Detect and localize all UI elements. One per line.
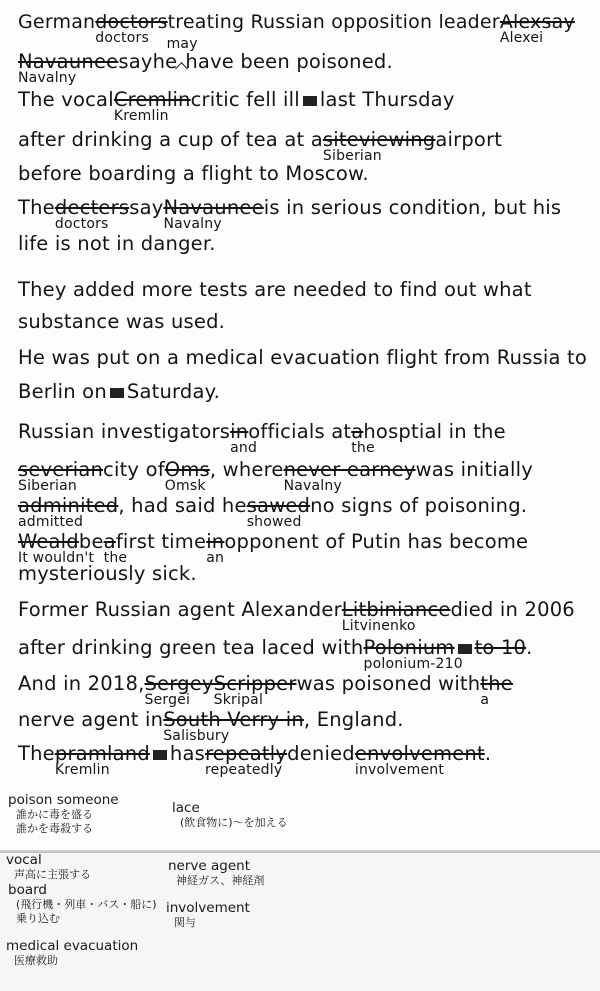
essay-text	[191, 88, 300, 112]
vocab-translation: 声高に主張する	[14, 868, 91, 881]
insertion-caret-icon	[177, 58, 185, 68]
essay-text	[363, 420, 505, 444]
struck-word	[18, 458, 104, 494]
essay-text-run: German	[18, 11, 96, 33]
essay-text	[170, 742, 205, 766]
essay-text	[18, 742, 55, 766]
vocab-entry	[168, 858, 264, 888]
essay-text	[18, 380, 107, 404]
essay-text-run: nerve agent in	[18, 708, 164, 731]
struck-word	[363, 636, 463, 672]
essay-text	[18, 562, 197, 586]
vocab-term: medical evacuation	[6, 938, 139, 954]
essay-text	[310, 494, 527, 518]
essay-text	[18, 310, 225, 334]
struck-word	[95, 10, 168, 46]
essay-text	[287, 742, 355, 766]
essay-text-run: after drinking green tea laced with	[18, 636, 364, 659]
essay-text	[320, 88, 455, 112]
vocab-term: involvement	[166, 900, 250, 916]
struck-word	[205, 742, 288, 778]
essay-line	[18, 530, 588, 566]
essay-text-run: , where	[209, 458, 284, 481]
vocab-translation: (飛行機・列車・バス・船に)	[16, 898, 157, 911]
essay-text	[185, 50, 393, 74]
essay-text-run: was initially	[415, 458, 534, 481]
vocab-translation: 関与	[174, 916, 196, 929]
struck-word	[322, 128, 436, 164]
essay-text-run: repeatly	[205, 742, 288, 765]
essay-text-run: siteviewing	[322, 128, 436, 151]
essay-text-run: The	[18, 196, 55, 219]
essay-text-run: adminited	[18, 494, 119, 517]
essay-text	[168, 10, 500, 34]
correction-note: Alexei	[499, 30, 544, 46]
essay-line	[18, 598, 588, 634]
essay-line	[18, 636, 588, 672]
essay-text-run: died in 2006	[450, 598, 575, 621]
essay-line	[18, 420, 588, 456]
essay-text	[526, 636, 532, 660]
essay-line	[18, 232, 588, 256]
essay-text-run: last Thursday	[319, 88, 455, 111]
essay-text-run: And in 2018,	[18, 672, 145, 695]
essay-text	[18, 162, 369, 186]
scribble-blot	[458, 644, 472, 654]
essay-text-run: substance was used.	[18, 310, 226, 333]
essay-text-run: in	[206, 530, 225, 553]
struck-word	[230, 420, 258, 456]
essay-text-run: .	[526, 636, 533, 659]
essay-text-run: say	[118, 50, 153, 73]
essay-text-run: Cremlin	[113, 88, 191, 111]
essay-text	[152, 36, 198, 74]
essay-text-run: The	[18, 742, 55, 765]
essay-text-run: the	[480, 672, 513, 695]
essay-text	[18, 636, 364, 660]
vocab-translation: 誰かに毒を盛る	[16, 808, 93, 821]
essay-text	[416, 458, 533, 482]
essay-text-run: airport	[435, 128, 503, 151]
essay-text-run: They added more tests are needed to find out what	[18, 278, 532, 301]
essay-text	[18, 598, 342, 622]
essay-text-run: was poisoned with	[296, 672, 481, 695]
correction-note: Navalny	[163, 216, 222, 232]
essay-text-run: mysteriously sick.	[18, 562, 197, 585]
correction-note: Navalny	[18, 70, 77, 86]
vocab-translation: 神経ガス、神経剤	[176, 874, 265, 887]
struck-word	[144, 672, 214, 708]
essay-text-run: in	[230, 420, 249, 443]
essay-text-run: Saturday.	[126, 380, 220, 403]
essay-text-run: doctors	[95, 11, 168, 33]
essay-line	[18, 458, 588, 494]
correction-note: Kremlin	[113, 108, 169, 124]
essay-text-run: pramland	[54, 742, 150, 765]
essay-line	[18, 310, 588, 334]
essay-line	[18, 562, 588, 586]
vocab-translation: 誰かを毒殺する	[16, 822, 93, 835]
correction-note: doctors	[95, 30, 149, 46]
essay-text-run: .	[484, 742, 492, 765]
struck-word	[206, 530, 225, 566]
essay-text-run: no signs of poisoning.	[310, 494, 528, 517]
correction-note: a	[480, 692, 490, 708]
essay-text-run: have been poisoned.	[185, 50, 393, 73]
correction-note: and	[230, 440, 258, 456]
struck-word	[246, 494, 311, 530]
vocab-term: vocal	[6, 852, 42, 868]
essay-text-run: Polonium	[363, 636, 455, 659]
struck-word	[283, 458, 416, 494]
essay-line	[18, 672, 588, 708]
struck-word	[475, 636, 527, 660]
essay-text	[264, 196, 561, 220]
essay-text	[224, 530, 528, 554]
essay-text-run: treating Russian opposition leader	[167, 11, 500, 33]
correction-note: repeatedly	[205, 762, 283, 778]
essay-text-run: to 10	[474, 636, 527, 659]
correction-note: Sergei	[144, 692, 191, 708]
essay-text-run: Oms	[164, 458, 210, 481]
essay-text-run: South Verry in	[163, 708, 304, 731]
essay-text-run: sawed	[246, 494, 311, 517]
essay-text	[118, 50, 152, 74]
vocab-entry	[6, 852, 91, 882]
struck-word	[113, 88, 191, 124]
scribble-blot	[110, 388, 124, 398]
correction-note: Siberian	[322, 148, 382, 164]
struck-word	[354, 742, 485, 778]
essay-text-run: Russian investigators	[18, 420, 231, 443]
essay-text	[248, 420, 351, 444]
correction-note: doctors	[54, 216, 109, 232]
essay-text-run: after drinking a cup of tea at a	[18, 128, 323, 151]
essay-text	[103, 458, 165, 482]
struck-word	[103, 530, 128, 566]
scribble-blot	[303, 96, 317, 106]
essay-text-run: Scripper	[213, 672, 297, 695]
correction-note: the	[103, 550, 128, 566]
essay-line	[18, 346, 588, 370]
vocab-entry	[8, 792, 119, 836]
struck-word	[351, 420, 375, 456]
essay-text-run: , had said he	[118, 494, 247, 517]
vocab-term: poison someone	[8, 792, 119, 808]
essay-text	[116, 530, 206, 554]
struck-word	[163, 196, 264, 232]
vocab-translation: (飲食物に)～を加える	[180, 816, 288, 829]
essay-text	[210, 458, 284, 482]
struck-word	[480, 672, 513, 708]
essay-text	[18, 88, 114, 112]
essay-text	[18, 10, 95, 34]
essay-text	[118, 494, 246, 518]
vocab-translation: 医療救助	[14, 954, 58, 967]
correction-note: an	[206, 550, 225, 566]
essay-text-run: Navaunee	[18, 50, 119, 73]
essay-text	[435, 128, 502, 152]
essay-line	[18, 128, 588, 164]
struck-word	[54, 742, 150, 778]
essay-text-run: decters	[54, 196, 130, 219]
struck-word	[54, 196, 130, 232]
essay-text-run: Alexsay	[499, 11, 575, 33]
vocab-term: nerve agent	[168, 858, 250, 874]
essay-text-run: hosptial in the	[363, 420, 506, 443]
essay-text-run: envolvement	[354, 742, 485, 765]
essay-text-run: first time	[115, 530, 207, 553]
essay-line	[18, 88, 588, 124]
essay-text-run: severian	[18, 458, 104, 481]
essay-text-run: a	[351, 420, 364, 443]
struck-word	[18, 50, 119, 86]
correction-note: Omsk	[164, 478, 206, 494]
correction-note: Salisbury	[163, 728, 230, 744]
correction-note: Kremlin	[54, 762, 110, 778]
essay-text-run: be	[78, 530, 104, 553]
essay-text-run: a	[103, 530, 116, 553]
essay-line	[18, 742, 588, 778]
vocab-entry	[8, 882, 157, 926]
vocab-term: board	[8, 882, 47, 898]
essay-text-run: denied	[287, 742, 355, 765]
correction-note: Skripal	[213, 692, 264, 708]
essay-text-run: Weald	[18, 530, 79, 553]
essay-text-run: officials at	[248, 420, 352, 443]
essay-text-run: critic fell ill	[190, 88, 300, 111]
essay-text-run: never earney	[283, 458, 416, 481]
vocab-entry	[166, 900, 250, 930]
essay-line	[18, 278, 588, 302]
correction-note: admitted	[18, 514, 84, 530]
essay-text	[18, 196, 55, 220]
essay-text-run: he	[152, 50, 178, 73]
vocab-entry	[6, 938, 138, 968]
correction-note: involvement	[354, 762, 445, 778]
scribble-blot	[153, 750, 167, 760]
essay-line	[18, 162, 588, 186]
essay-text	[451, 598, 575, 622]
essay-text	[79, 530, 104, 554]
essay-text	[18, 128, 323, 152]
essay-text	[18, 346, 587, 370]
struck-word	[18, 494, 119, 530]
essay-text-run: , England.	[303, 708, 404, 731]
correction-note: polonium-210	[363, 656, 463, 672]
essay-text-run: He was put on a medical evacuation flight from Russia to	[18, 346, 588, 369]
essay-text-run: Sergey	[144, 672, 214, 695]
struck-word	[164, 458, 210, 494]
essay-text	[485, 742, 491, 766]
insertion-note: may	[166, 36, 198, 52]
essay-text-run: before boarding a flight to Moscow.	[18, 162, 369, 185]
essay-line	[18, 708, 588, 744]
struck-word	[163, 708, 304, 744]
correction-note: Siberian	[18, 478, 77, 494]
essay-text	[129, 196, 163, 220]
struck-word	[213, 672, 297, 708]
correction-note: Litvinenko	[341, 618, 416, 634]
essay-line	[18, 196, 588, 232]
essay-text	[18, 232, 216, 256]
correction-note: the	[351, 440, 375, 456]
essay-text	[304, 708, 404, 732]
struck-word	[341, 598, 451, 634]
vocab-term: lace	[172, 800, 200, 816]
vocab-translation: 乗り込む	[16, 912, 60, 925]
essay-text-run: life is not in danger.	[18, 232, 216, 255]
essay-text-run: city of	[103, 458, 165, 481]
essay-text	[127, 380, 220, 404]
correction-note: Navalny	[283, 478, 342, 494]
essay-text-run: is in serious condition, but his	[263, 196, 562, 219]
essay-text	[18, 278, 532, 302]
essay-text-run: has	[169, 742, 205, 765]
essay-line	[18, 380, 588, 404]
essay-text-run: opponent of Putin has become	[224, 530, 529, 553]
essay-text	[18, 420, 230, 444]
essay-line	[18, 494, 588, 530]
essay-text	[18, 672, 144, 696]
essay-text-run: The vocal	[18, 88, 114, 111]
essay-text-run: Navaunee	[163, 196, 264, 219]
essay-text	[297, 672, 481, 696]
essay-text-run: Former Russian agent Alexander	[18, 598, 342, 621]
essay-text-run: Berlin on	[18, 380, 107, 403]
essay-text-run: Litbiniance	[341, 598, 451, 621]
vocab-entry	[172, 800, 288, 830]
correction-note: It wouldn't	[18, 550, 95, 566]
correction-note: showed	[246, 514, 302, 530]
essay-text-run: say	[129, 196, 164, 219]
struck-word	[499, 10, 575, 46]
essay-text	[18, 708, 163, 732]
